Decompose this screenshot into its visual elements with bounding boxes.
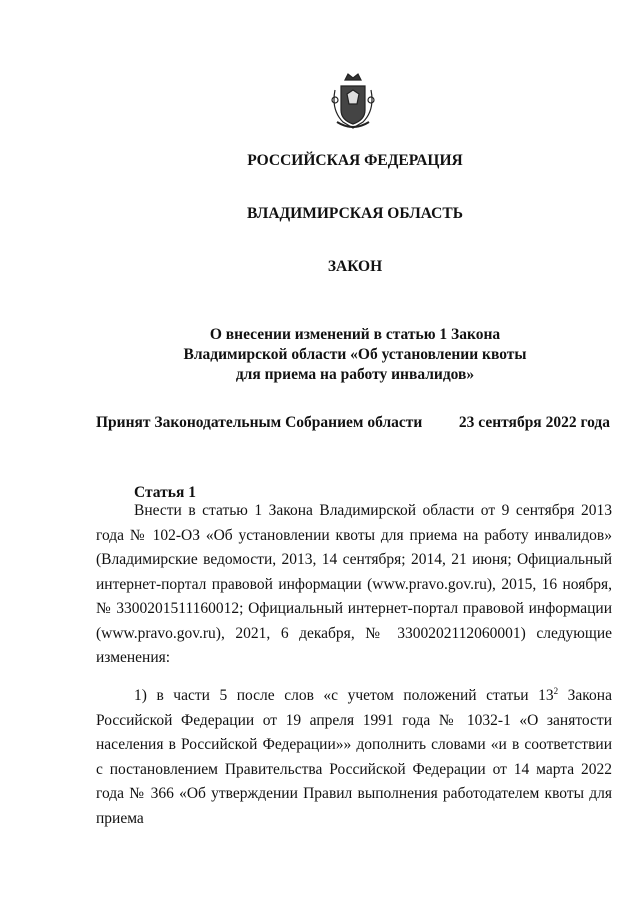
adoption-date: 23 сентября 2022 года [458, 414, 610, 431]
item-text [96, 684, 612, 831]
article-paragraph-1 [96, 499, 612, 671]
adopting-body: Принят Законодательным Собранием области [96, 414, 423, 431]
region-heading: ВЛАДИМИРСКАЯ ОБЛАСТЬ [247, 205, 463, 222]
item-text-part-1: 1) в части 5 после слов «с учетом положений статьи 13 [134, 687, 554, 704]
article-item-1 [96, 684, 612, 831]
paragraph-text: Внести в статью 1 Закона Владимирской области от 9 сентября 2013 года № 102-ОЗ «Об установлении квоты для приема на работу инвалидов» (Владимирские ведомости, 2013, 14 сентября; 2014, 21 июня; Официальный интернет-портал правовой информации (www.pravo.gov.ru), 2015, 16 ноября, № 3300201511160012; Официальный интернет-портал правовой информации (www.pravo.gov.ru), 2021, 6 декабря, № 3300202112060001) следующие изменения: [96, 502, 612, 666]
law-title [0, 325, 640, 385]
law-title-line-3: для приема на работу инвалидов» [235, 366, 475, 383]
document-type-heading: ЗАКОН [327, 258, 383, 275]
law-title-line-1: О внесении изменений в статью 1 Закона [209, 326, 501, 343]
country-heading: РОССИЙСКАЯ ФЕДЕРАЦИЯ [247, 152, 463, 169]
law-title-line-2: Владимирской области «Об установлении квоты [183, 346, 527, 363]
superscript-number: 2 [553, 685, 559, 696]
coat-of-arms-icon [327, 70, 379, 134]
item-text-part-2: Закона Российской Федерации от 19 апреля 1991 года № 1032-1 «О занятости населения в Российской Федерации»» дополнить словами «и в соответствии с постановлением Правительства Российской Федерации от 14 марта 2022 года № 366 «Об утверждении Правил выполнения работодателем квоты для приема [96, 687, 612, 827]
article-heading: Статья 1 [134, 484, 196, 501]
